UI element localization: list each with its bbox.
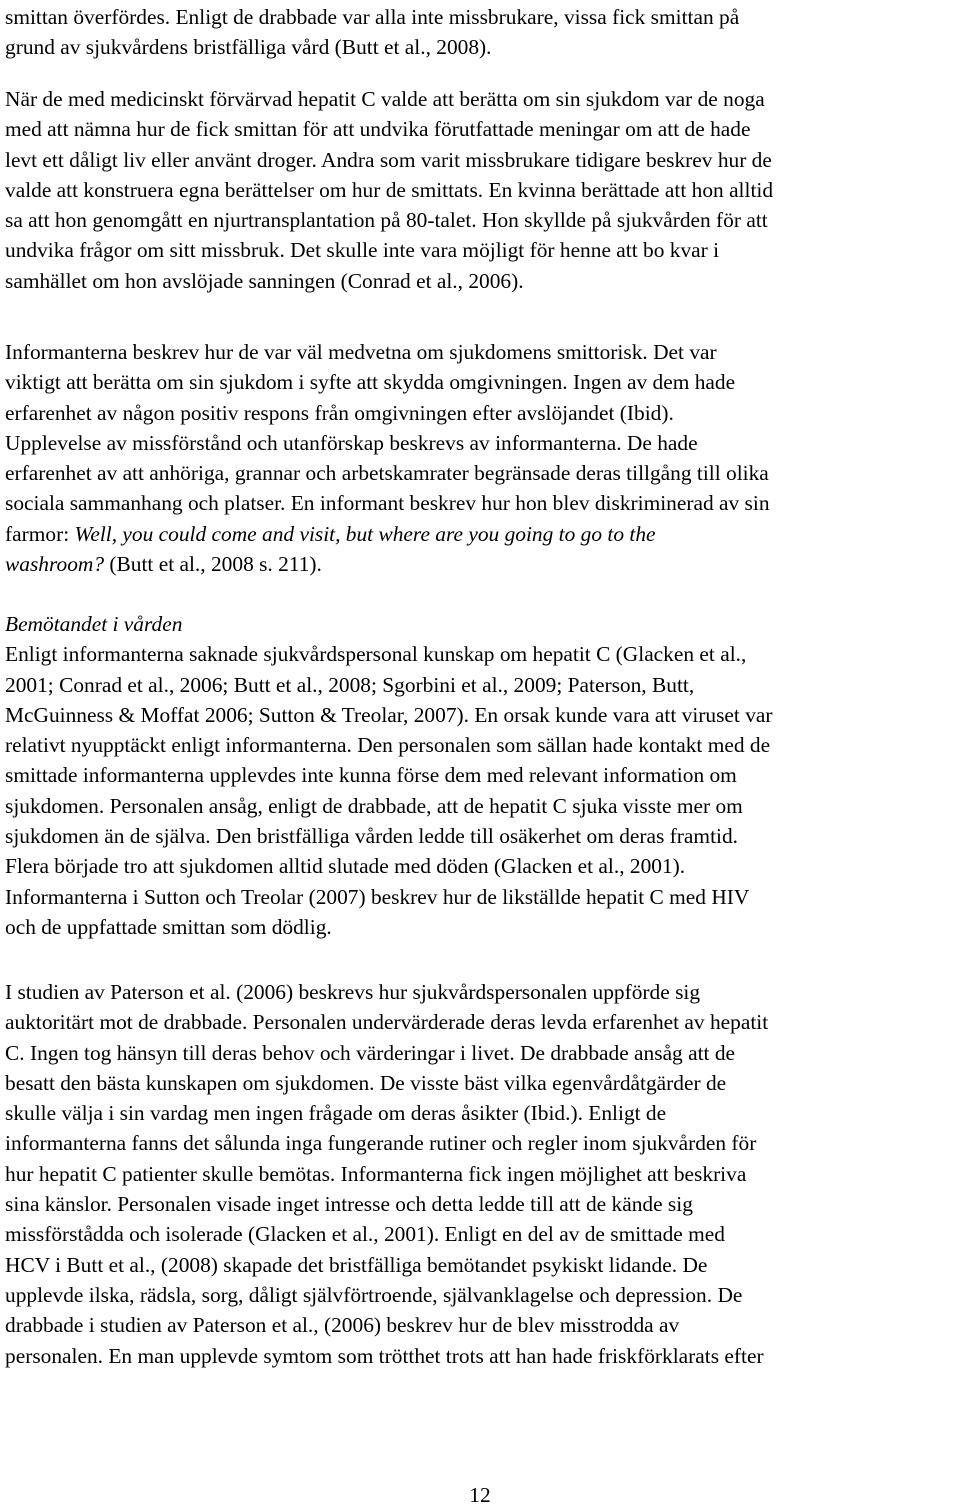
text-line: personalen. En man upplevde symtom som trötthet trots att han hade friskförklarats efter <box>5 1343 764 1368</box>
paragraph <box>5 84 773 296</box>
text-line: sina känslor. Personalen visade inget intresse och detta ledde till att de kände sig <box>5 1192 693 1217</box>
quote-line <box>5 549 770 579</box>
text-line: hur hepatit C patienter skulle bemötas. Informanterna fick ingen möjlighet att beskriva <box>5 1161 747 1186</box>
paragraph <box>5 337 770 579</box>
text-line: drabbade i studien av Paterson et al., (2006) beskrev hur de blev misstrodda av <box>5 1313 680 1338</box>
text-line: undvika frågor om sitt missbruk. Det skulle inte vara möjligt för henne att bo kvar i <box>5 238 720 263</box>
text-line: grund av sjukvårdens bristfälliga vård (Butt et al., 2008). <box>5 35 492 60</box>
text-line: Informanterna i Sutton och Treolar (2007) beskrev hur de likställde hepatit C med HIV <box>5 884 750 909</box>
text-line: erfarenhet av någon positiv respons från omgivningen efter avslöjandet (Ibid). <box>5 400 674 425</box>
text-line: informanterna fanns det sålunda inga fungerande rutiner och regler inom sjukvården för <box>5 1131 757 1156</box>
text-line: erfarenhet av att anhöriga, grannar och arbetskamrater begränsade deras tillgång till olika <box>5 461 769 486</box>
quote-line <box>5 519 770 549</box>
text-line: viktigt att berätta om sin sjukdom i syfte att skydda omgivningen. Ingen av dem hade <box>5 370 736 395</box>
text-line: levt ett dåligt liv eller använt droger. Andra som varit missbrukare tidigare beskrev hur de <box>5 147 772 172</box>
text-line: med att nämna hur de fick smittan för att undvika förutfattade meningar om att de hade <box>5 117 751 142</box>
text-line: valde att konstruera egna berättelser om hur de smittats. En kvinna berättade att hon alltid <box>5 177 774 202</box>
text-line: Enligt informanterna saknade sjukvårdspersonal kunskap om hepatit C (Glacken et al., <box>5 642 747 667</box>
section-heading: Bemötandet i vården <box>5 612 183 636</box>
text-line: Upplevelse av missförstånd och utanförskap beskrevs av informanterna. De hade <box>5 430 698 455</box>
quote-citation: (Butt et al., 2008 s. 211). <box>104 552 322 577</box>
text-line: HCV i Butt et al., (2008) skapade det bristfälliga bemötandet psykiskt lidande. De <box>5 1252 708 1277</box>
text-line: Informanterna beskrev hur de var väl medvetna om sjukdomens smittorisk. Det var <box>5 340 717 364</box>
text-line: C. Ingen tog hänsyn till deras behov och värderingar i livet. De drabbade ansåg att de <box>5 1040 736 1065</box>
text-line: missförstådda och isolerade (Glacken et al., 2001). Enligt en del av de smittade med <box>5 1222 725 1247</box>
text-line: smittade informanterna upplevdes inte kunna förse dem med relevant information om <box>5 763 737 788</box>
text-line: sa att hon genomgått en njurtransplantation på 80-talet. Hon skyllde på sjukvården för att <box>5 208 768 233</box>
text-line: sjukdomen än de själva. Den bristfälliga vården ledde till osäkerhet om deras framtid. <box>5 824 738 849</box>
text-line: upplevde ilska, rädsla, sorg, dåligt självförtroende, självanklagelse och depression. De <box>5 1282 743 1307</box>
text-line: samhället om hon avslöjade sanningen (Conrad et al., 2006). <box>5 268 524 293</box>
quote-intro: farmor: <box>5 521 75 546</box>
text-line: McGuinness & Moffat 2006; Sutton & Treolar, 2007). En orsak kunde vara att viruset var <box>5 702 773 727</box>
text-line: skulle välja i sin vardag men ingen frågade om deras åsikter (Ibid.). Enligt de <box>5 1101 667 1126</box>
text-line: Flera började tro att sjukdomen alltid slutade med döden (Glacken et al., 2001). <box>5 854 686 879</box>
text-line: 2001; Conrad et al., 2006; Butt et al., 2008; Sgorbini et al., 2009; Paterson, Butt, <box>5 672 695 697</box>
text-line: I studien av Paterson et al. (2006) beskrevs hur sjukvårdspersonalen uppförde sig <box>5 980 701 1004</box>
quote-text: Well, you could come and visit, but where are you going to go to the <box>74 521 656 546</box>
text-line: auktoritärt mot de drabbade. Personalen undervärderade deras levda erfarenhet av hepatit <box>5 1010 769 1035</box>
paragraph <box>5 977 768 1371</box>
text-line: sjukdomen. Personalen ansåg, enligt de drabbade, att de hepatit C sjuka visste mer om <box>5 793 743 818</box>
text-line: smittan överfördes. Enligt de drabbade var alla inte missbrukare, vissa fick smittan på <box>5 5 740 29</box>
quote-text: washroom? <box>5 552 105 577</box>
text-line: och de uppfattade smittan som dödlig. <box>5 914 332 939</box>
section <box>5 609 773 942</box>
text-line: relativt nyupptäckt enligt informanterna. Den personalen som sällan hade kontakt med de <box>5 733 771 758</box>
text-line: besatt den bästa kunskapen om sjukdomen. De visste bäst vilka egenvårdåtgärder de <box>5 1070 727 1095</box>
text-line: När de med medicinskt förvärvad hepatit C valde att berätta om sin sjukdom var de noga <box>5 87 765 111</box>
paragraph <box>5 2 739 63</box>
text-line: sociala sammanhang och platser. En informant beskrev hur hon blev diskriminerad av sin <box>5 491 770 516</box>
page-number: 12 <box>469 1483 491 1507</box>
